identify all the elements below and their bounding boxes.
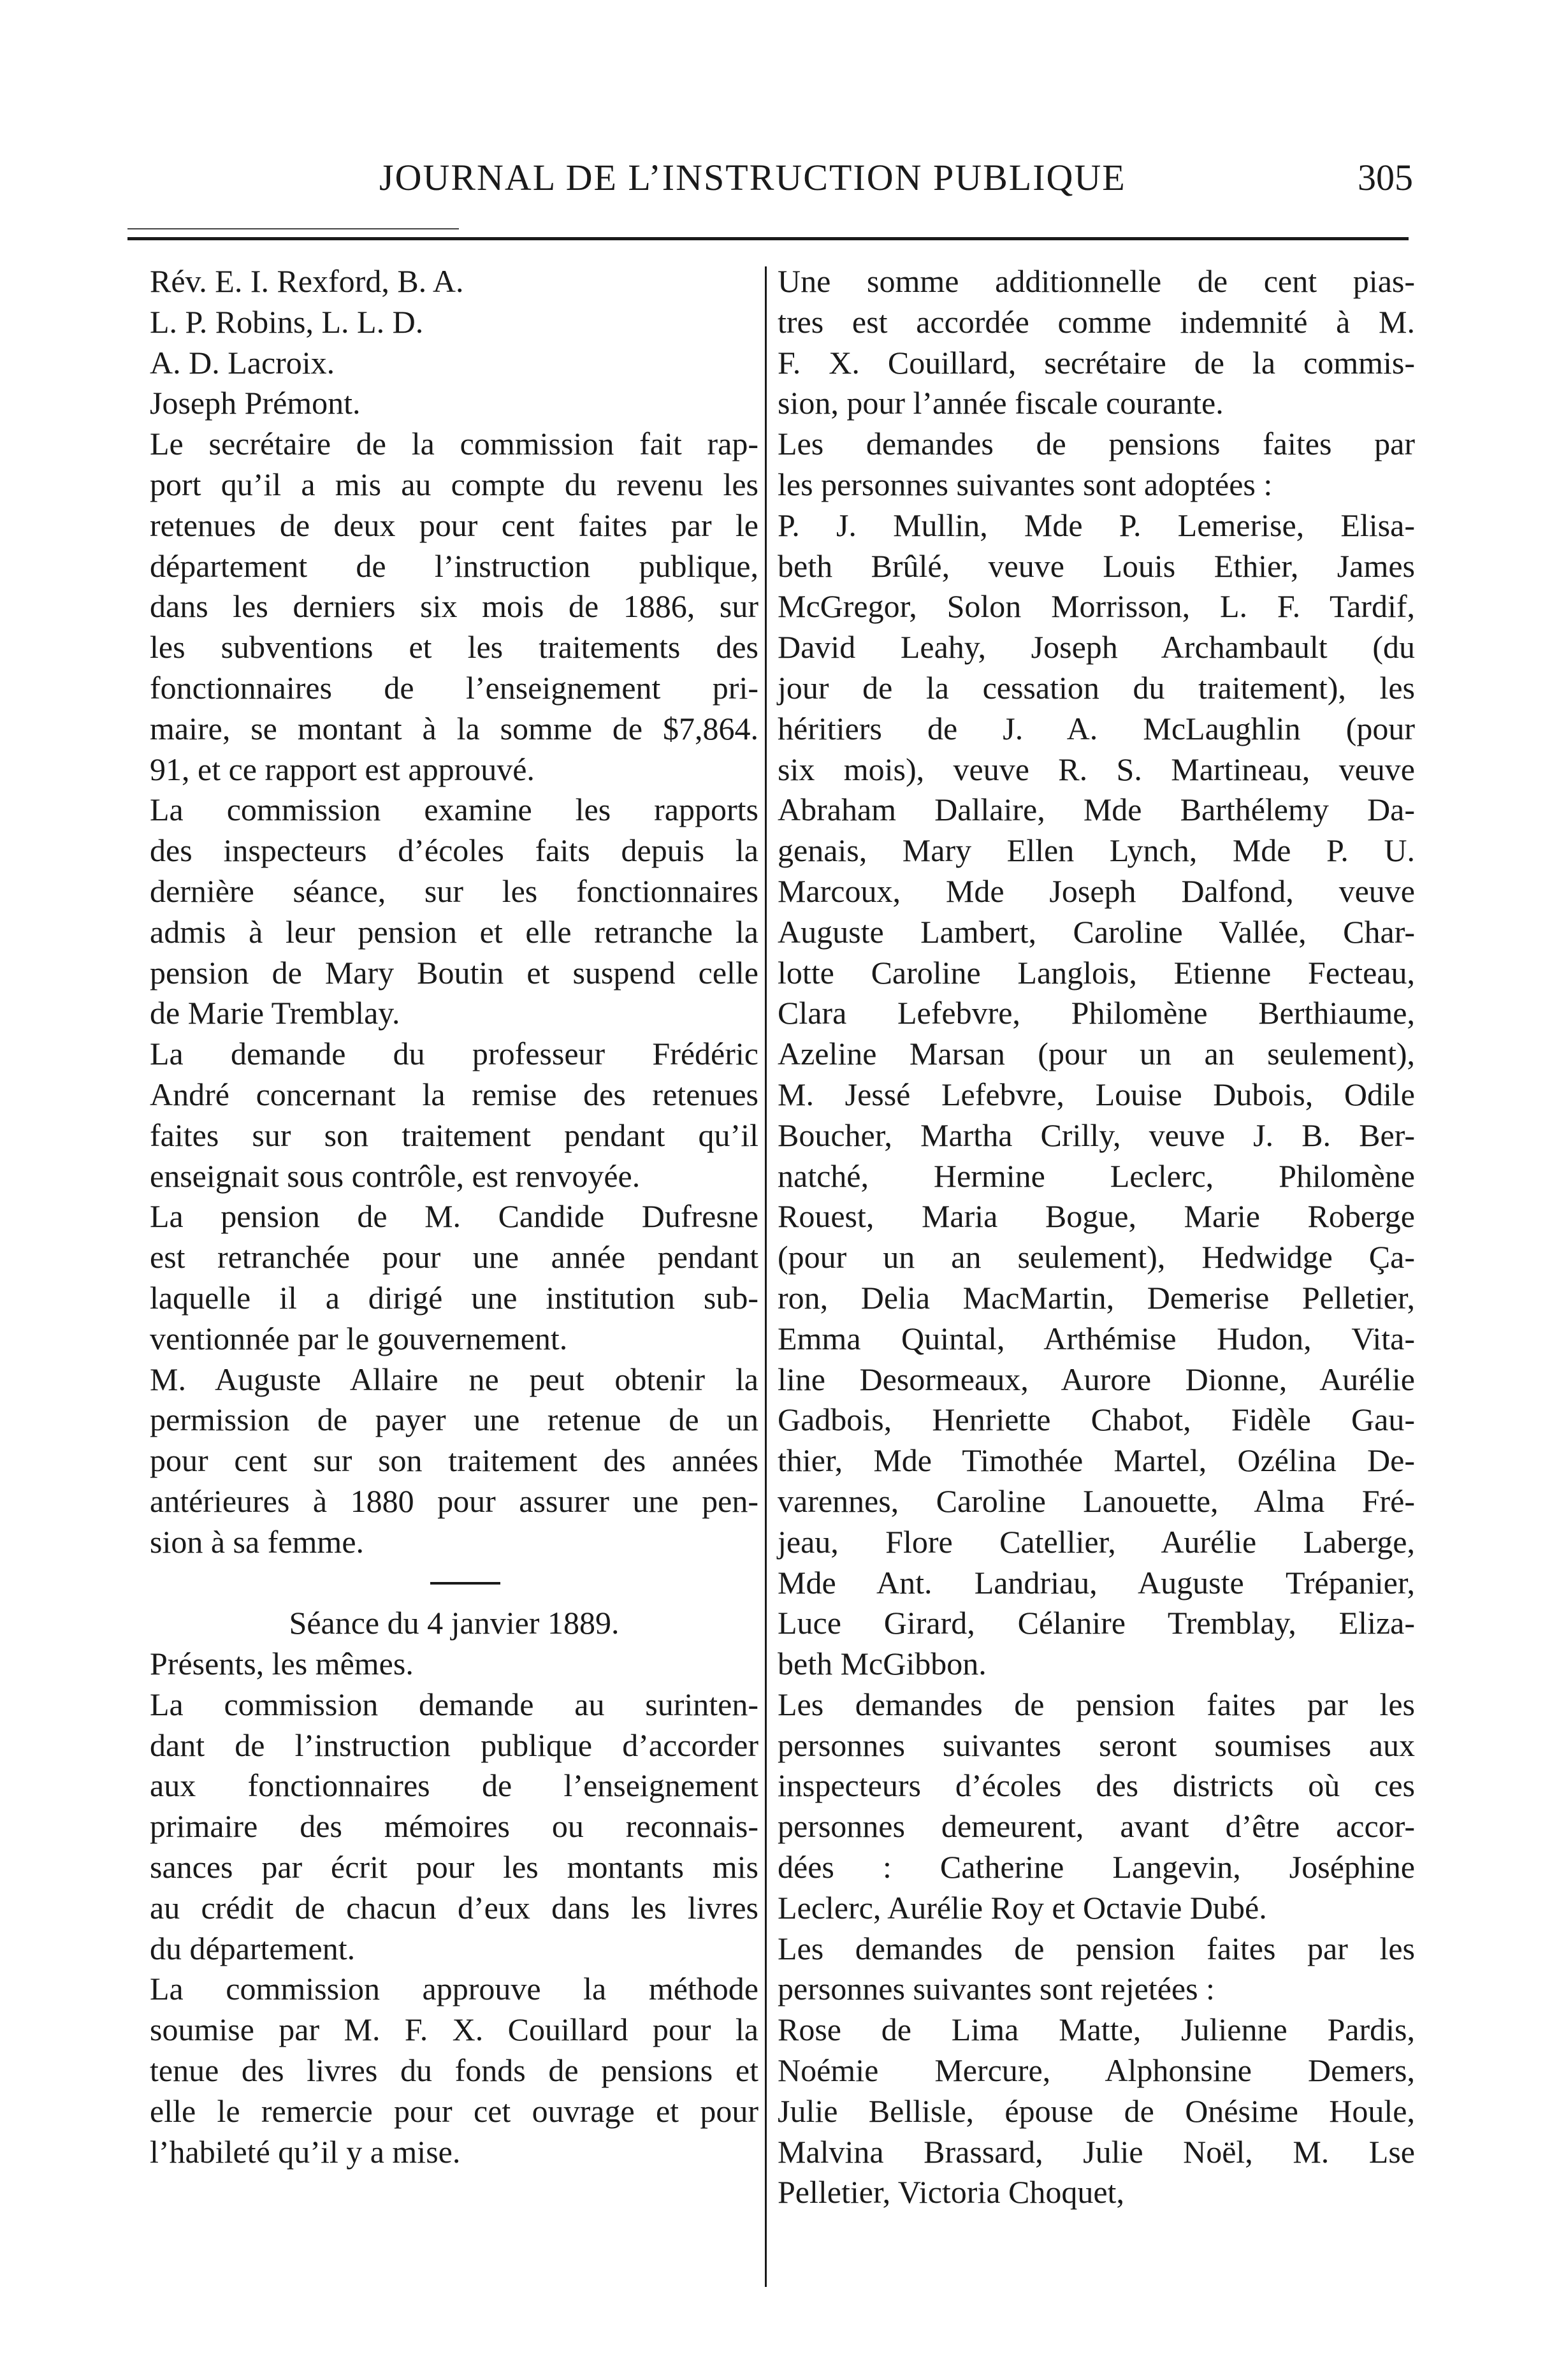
text-line: Julie Bellisle, épouse de Onésime Houle, — [778, 2093, 1415, 2129]
text-line: de Marie Tremblay. — [150, 995, 400, 1031]
text-line: jour de la cessation du traitement), les — [778, 669, 1415, 706]
text-line: La commission examine les rapports — [150, 792, 758, 828]
text-line: dant de l’instruction publique d’accorder — [150, 1727, 758, 1763]
text-line: Présents, les mêmes. — [150, 1646, 414, 1682]
text-line: Leclerc, Aurélie Roy et Octavie Dubé. — [778, 1889, 1267, 1926]
page-header — [0, 156, 1559, 207]
text-line: est retranchée pour une année pendant — [150, 1239, 758, 1275]
text-line: Noémie Mercure, Alphonsine Demers, — [778, 2052, 1415, 2089]
text-line: Joseph Prémont. — [150, 385, 361, 421]
page-number: 305 — [1358, 157, 1413, 198]
text-line: (pour un an seulement), Hedwidge Ça- — [778, 1239, 1415, 1275]
text-line: 91, et ce rapport est approuvé. — [150, 751, 535, 787]
text-line: La pension de M. Candide Dufresne — [150, 1198, 758, 1235]
text-line: line Desormeaux, Aurore Dionne, Aurélie — [778, 1361, 1415, 1397]
column-divider — [765, 266, 767, 2287]
text-line: aux fonctionnaires de l’enseignement — [150, 1767, 758, 1804]
text-line: antérieures à 1880 pour assurer une pen- — [150, 1483, 758, 1519]
text-line: M. Auguste Allaire ne peut obtenir la — [150, 1361, 758, 1397]
text-line: retenues de deux pour cent faites par le — [150, 507, 758, 543]
text-line: André concernant la remise des retenues — [150, 1076, 758, 1112]
text-line: Mde Ant. Landriau, Auguste Trépanier, — [778, 1564, 1415, 1600]
text-line: P. J. Mullin, Mde P. Lemerise, Elisa- — [778, 507, 1415, 543]
text-line: six mois), veuve R. S. Martineau, veuve — [778, 751, 1415, 787]
text-line: personnes suivantes sont rejetées : — [778, 1971, 1215, 2007]
text-line: L. P. Robins, L. L. D. — [150, 303, 424, 340]
text-line: Luce Girard, Célanire Tremblay, Eliza- — [778, 1605, 1415, 1641]
text-line: genais, Mary Ellen Lynch, Mde P. U. — [778, 832, 1415, 869]
text-line: les subventions et les traitements des — [150, 629, 758, 665]
text-line: Les demandes de pension faites par les — [778, 1930, 1415, 1966]
text-line: varennes, Caroline Lanouette, Alma Fré- — [778, 1483, 1415, 1519]
text-line: pour cent sur son traitement des années — [150, 1442, 758, 1479]
text-line: Les demandes de pensions faites par — [778, 426, 1415, 462]
text-line: sion, pour l’année fiscale courante. — [778, 385, 1224, 421]
text-line: Auguste Lambert, Caroline Vallée, Char- — [778, 913, 1415, 950]
text-line: La demande du professeur Frédéric — [150, 1036, 758, 1072]
text-line: tenue des livres du fonds de pensions et — [150, 2052, 758, 2089]
right-column — [778, 261, 1415, 2213]
text-line: ventionnée par le gouvernement. — [150, 1320, 568, 1356]
text-line: département de l’instruction publique, — [150, 548, 758, 584]
text-line: beth McGibbon. — [778, 1646, 987, 1682]
text-line: les personnes suivantes sont adoptées : — [778, 466, 1273, 502]
text-line: Le secrétaire de la commission fait rap- — [150, 426, 758, 462]
text-line: Pelletier, Victoria Choquet, — [778, 2174, 1124, 2210]
text-line: permission de payer une retenue de un — [150, 1402, 758, 1438]
text-line: McGregor, Solon Morrisson, L. F. Tardif, — [778, 588, 1415, 625]
text-line: admis à leur pension et elle retranche la — [150, 913, 758, 950]
text-line: Rose de Lima Matte, Julienne Pardis, — [778, 2012, 1415, 2048]
text-line: Emma Quintal, Arthémise Hudon, Vita- — [778, 1320, 1415, 1356]
text-line: sion à sa femme. — [150, 1523, 365, 1560]
text-line: Séance du 4 janvier 1889. — [289, 1605, 620, 1641]
text-line: lotte Caroline Langlois, Etienne Fecteau, — [778, 954, 1415, 990]
text-line: dernière séance, sur les fonctionnaires — [150, 873, 758, 909]
text-line: Malvina Brassard, Julie Noël, M. Lse — [778, 2133, 1415, 2170]
text-line: laquelle il a dirigé une institution sub- — [150, 1279, 758, 1316]
text-line: maire, se montant à la somme de $7,864. — [150, 710, 758, 746]
text-line: A. D. Lacroix. — [150, 344, 335, 381]
text-line: soumise par M. F. X. Couillard pour la — [150, 2012, 758, 2048]
text-line: port qu’il a mis au compte du revenu les — [150, 466, 758, 502]
header-rule — [127, 237, 1409, 240]
text-line: Clara Lefebvre, Philomène Berthiaume, — [778, 995, 1415, 1031]
text-line: M. Jessé Lefebvre, Louise Dubois, Odile — [778, 1076, 1415, 1112]
text-line: Abraham Dallaire, Mde Barthélemy Da- — [778, 792, 1415, 828]
text-line: personnes suivantes seront soumises aux — [778, 1727, 1415, 1763]
text-line: Rév. E. I. Rexford, B. A. — [150, 263, 464, 299]
text-line: F. X. Couillard, secrétaire de la commis- — [778, 344, 1415, 381]
text-line: fonctionnaires de l’enseignement pri- — [150, 669, 758, 706]
text-line: dées : Catherine Langevin, Joséphine — [778, 1849, 1415, 1885]
text-line: beth Brûlé, veuve Louis Ethier, James — [778, 548, 1415, 584]
text-line: natché, Hermine Leclerc, Philomène — [778, 1157, 1415, 1194]
text-line: Une somme additionnelle de cent pias- — [778, 263, 1415, 299]
header-rule-thin — [127, 228, 459, 229]
text-line: Gadbois, Henriette Chabot, Fidèle Gau- — [778, 1402, 1415, 1438]
text-line: David Leahy, Joseph Archambault (du — [778, 629, 1415, 665]
text-line: primaire des mémoires ou reconnais- — [150, 1808, 758, 1845]
journal-title: JOURNAL DE L’INSTRUCTION PUBLIQUE — [379, 157, 1126, 198]
text-line: personnes demeurent, avant d’être accor- — [778, 1808, 1415, 1845]
text-line: ron, Delia MacMartin, Demerise Pelletier, — [778, 1279, 1415, 1316]
left-column — [150, 261, 758, 2172]
text-line: dans les derniers six mois de 1886, sur — [150, 588, 758, 625]
text-line: Boucher, Martha Crilly, veuve J. B. Ber- — [778, 1117, 1415, 1153]
text-line: Marcoux, Mde Joseph Dalfond, veuve — [778, 873, 1415, 909]
text-line: sances par écrit pour les montants mis — [150, 1849, 758, 1885]
text-line: l’habileté qu’il y a mise. — [150, 2133, 461, 2170]
text-line: La commission demande au surinten- — [150, 1686, 758, 1722]
text-line: tres est accordée comme indemnité à M. — [778, 303, 1415, 340]
text-line: héritiers de J. A. McLaughlin (pour — [778, 710, 1415, 746]
text-line: jeau, Flore Catellier, Aurélie Laberge, — [778, 1523, 1415, 1560]
text-line: pension de Mary Boutin et suspend celle — [150, 954, 758, 990]
text-line: thier, Mde Timothée Martel, Ozélina De- — [778, 1442, 1415, 1479]
text-line: faites sur son traitement pendant qu’il — [150, 1117, 758, 1153]
text-line: des inspecteurs d’écoles faits depuis la — [150, 832, 758, 869]
text-line: enseignait sous contrôle, est renvoyée. — [150, 1157, 641, 1194]
text-line: du département. — [150, 1930, 356, 1966]
text-line: Azeline Marsan (pour un an seulement), — [778, 1036, 1415, 1072]
text-line: La commission approuve la méthode — [150, 1971, 758, 2007]
section-divider — [150, 1563, 758, 1604]
text-line: Rouest, Maria Bogue, Marie Roberge — [778, 1198, 1415, 1235]
text-line: elle le remercie pour cet ouvrage et pour — [150, 2093, 758, 2129]
text-line: Les demandes de pension faites par les — [778, 1686, 1415, 1722]
text-line: inspecteurs d’écoles des districts où ces — [778, 1767, 1415, 1804]
text-line: au crédit de chacun d’eux dans les livres — [150, 1889, 758, 1926]
